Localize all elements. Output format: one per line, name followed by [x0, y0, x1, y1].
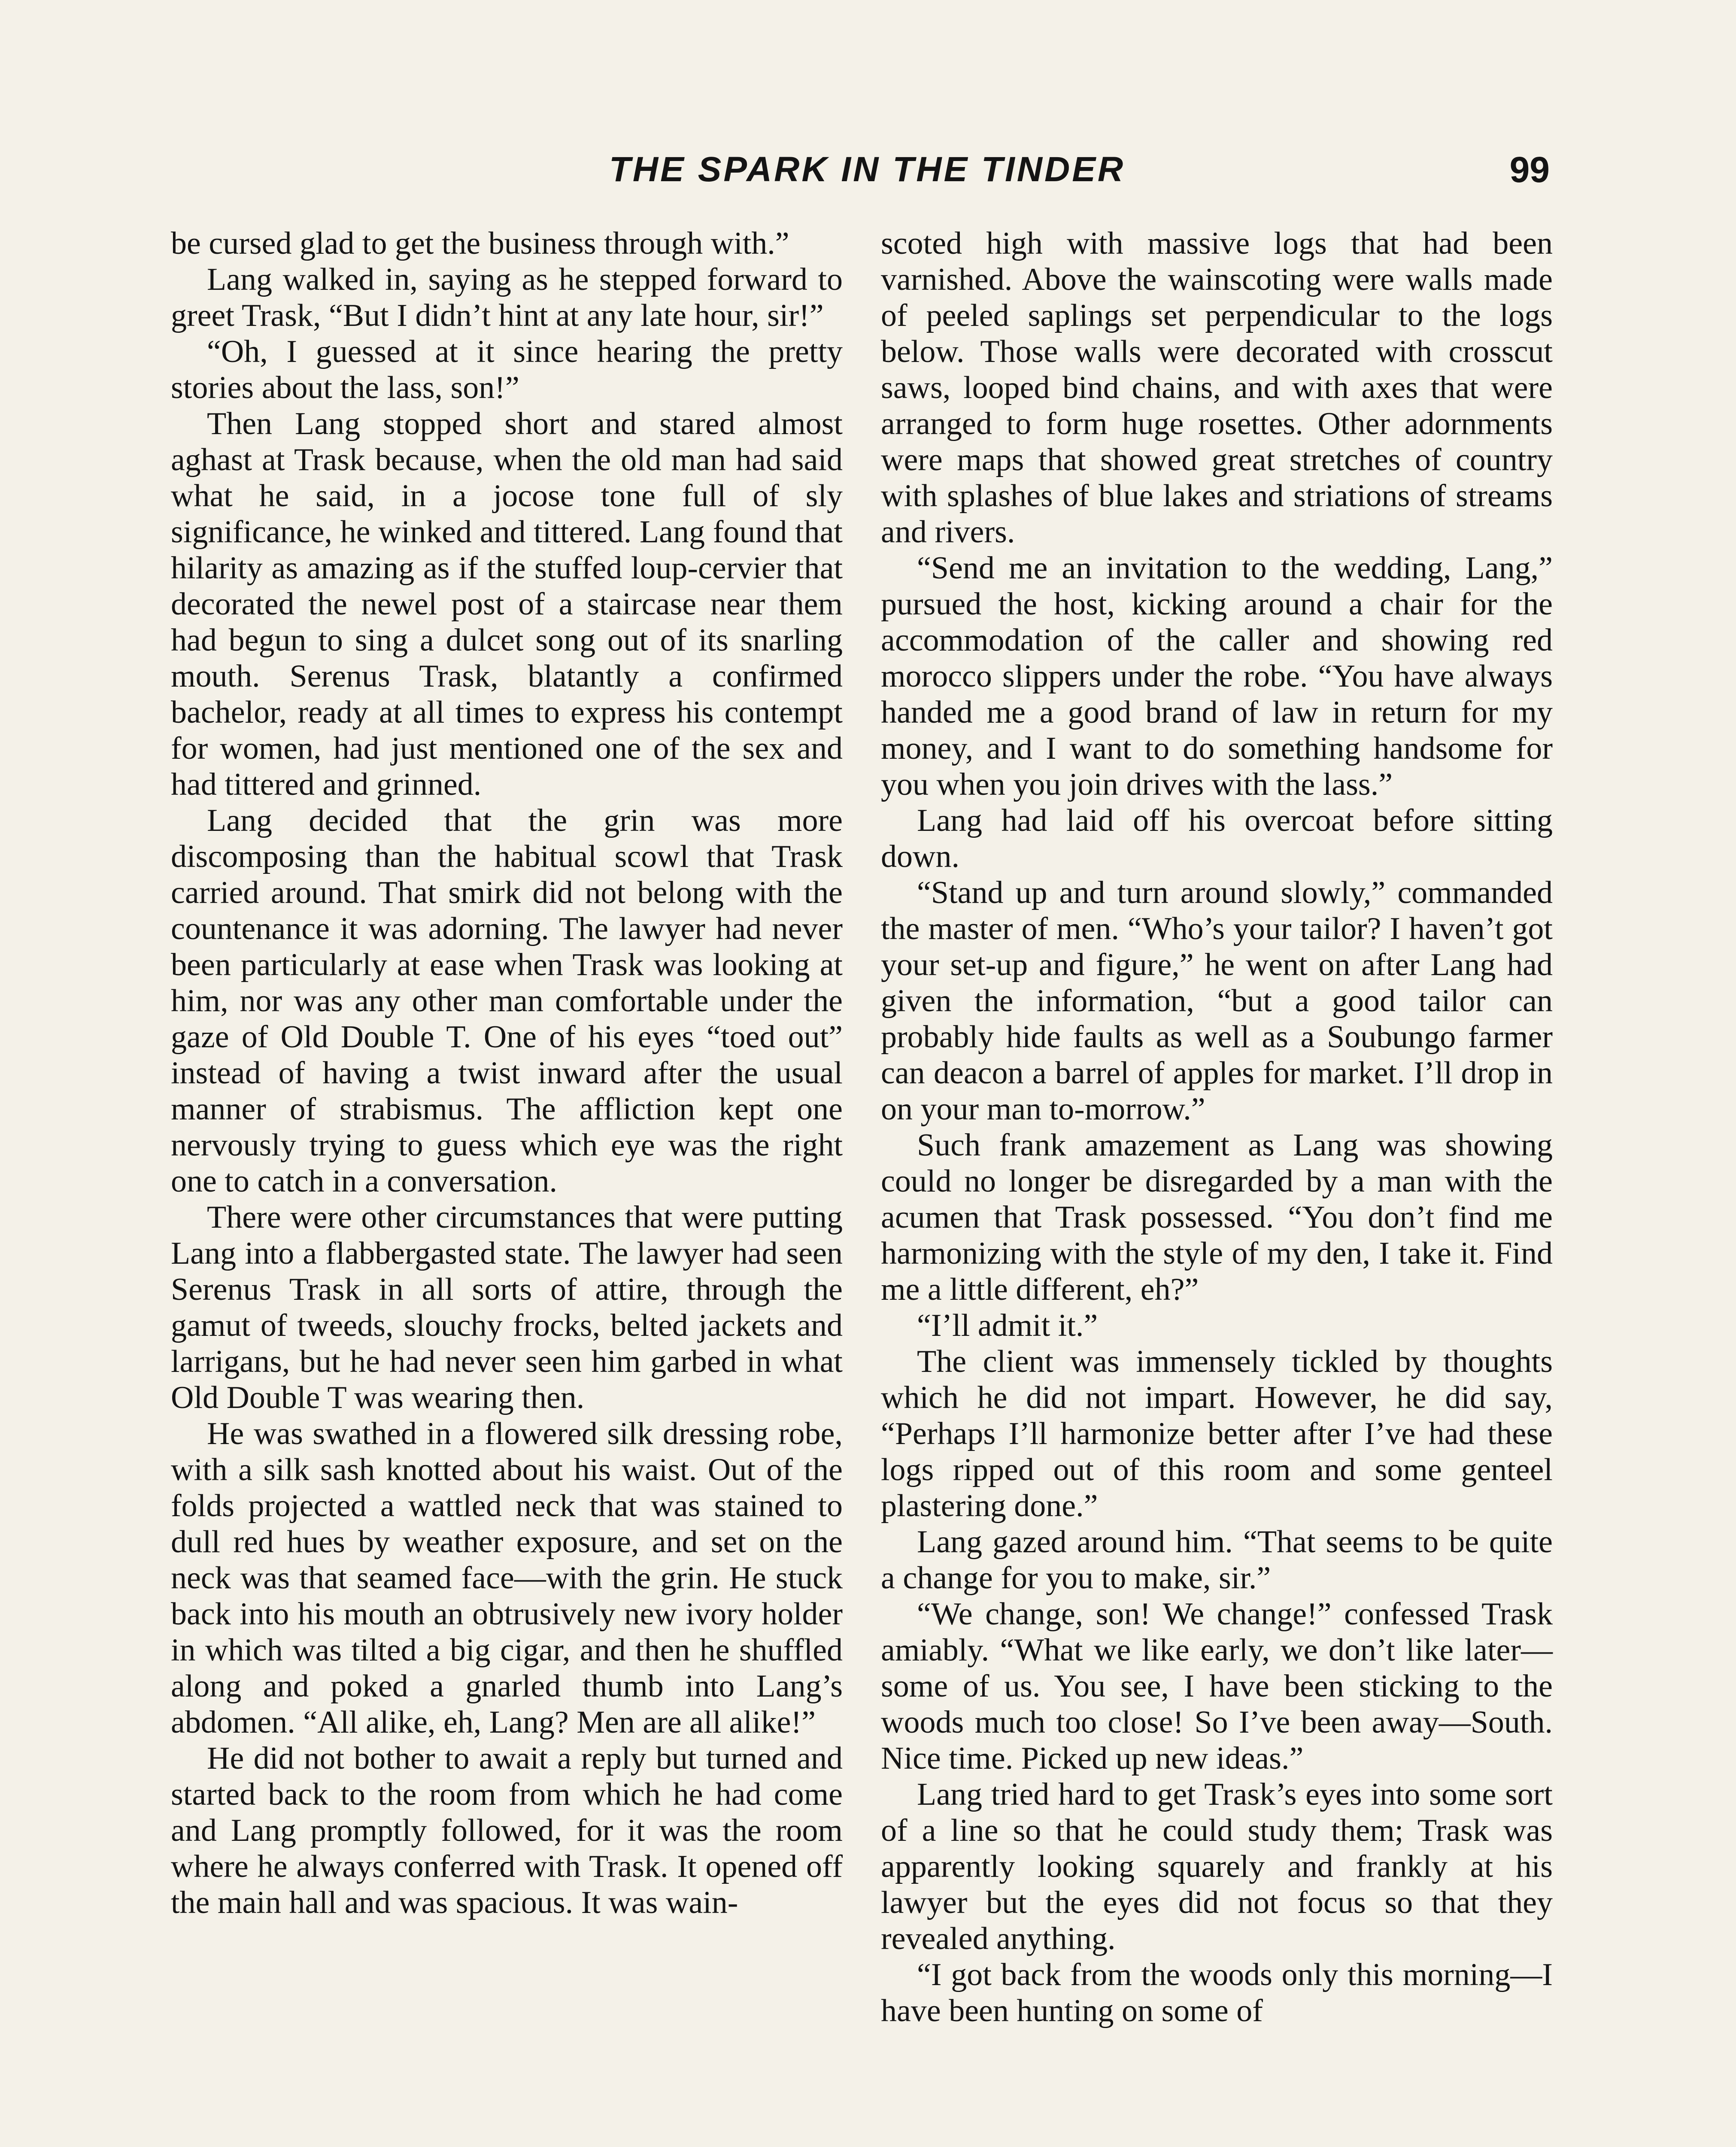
paragraph: The client was immensely tickled by thoughts which he did not impart. However, he did say, “Perhaps I’ll harmonize better after I’ve had these logs ripped out of this room and some genteel plastering done.”	[881, 1344, 1553, 1524]
paragraph: Then Lang stopped short and stared almost aghast at Trask because, when the old man had said what he said, in a jocose tone full of sly significance, he winked and tittered. Lang found that hilarity as amazing as if the stuffed loup-cervier that decorated the newel post of a staircase near them had begun to sing a dulcet song out of its snarling mouth. Serenus Trask, blatantly a confirmed bachelor, ready at all times to express his contempt for women, had just mentioned one of the sex and had tittered and grinned.	[171, 406, 843, 802]
paragraph: Such frank amazement as Lang was showing could no longer be disregarded by a man with the acumen that Trask possessed. “You don’t find me harmonizing with the style of my den, I take it. Find me a little different, eh?”	[881, 1128, 1553, 1307]
paragraph: “Stand up and turn around slowly,” commanded the master of men. “Who’s your tailor? I haven’t got your set-up and figure,” he went on after Lang had given the information, “but a good tailor can probably hide faults as well as a Soubungo farmer can deacon a barrel of apples for market. I’ll drop in on your man to-morrow.”	[881, 875, 1553, 1127]
paragraph: “Send me an invitation to the wedding, Lang,” pursued the host, kicking around a chair for the accommodation of the caller and showing red morocco slippers under the robe. “You have always handed me a good brand of law in return for my money, and I want to do something handsome for you when you join drives with the lass.”	[881, 550, 1553, 802]
paragraph: “Oh, I guessed at it since hearing the pretty stories about the lass, son!”	[171, 334, 843, 405]
paragraph: There were other circumstances that were putting Lang into a flabbergasted state. The lawyer had seen Serenus Trask in all sorts of attire, through the gamut of tweeds, slouchy frocks, belted jackets and larrigans, but he had never seen him garbed in what Old Double T was wearing then.	[171, 1200, 843, 1415]
paragraph: He did not bother to await a reply but turned and started back to the room from which he had come and Lang promptly followed, for it was the room where he always conferred with Trask. It opened off the main hall and was spacious. It was wain-	[171, 1741, 843, 1920]
paragraph: scoted high with massive logs that had been varnished. Above the wainscoting were walls made of peeled saplings set perpendicular to the logs below. Those walls were decorated with crosscut saws, looped bind chains, and with axes that were arranged to form huge rosettes. Other adornments were maps that showed great stretches of country with splashes of blue lakes and striations of streams and rivers.	[881, 226, 1553, 550]
left-column	[171, 225, 843, 1921]
running-title: THE SPARK IN THE TINDER	[609, 150, 1126, 189]
paragraph: “I’ll admit it.”	[917, 1308, 1098, 1343]
paragraph: Lang gazed around him. “That seems to be quite a change for you to make, sir.”	[881, 1524, 1553, 1596]
right-column	[881, 225, 1553, 2029]
paragraph: “We change, son! We change!” confessed Trask amiably. “What we like early, we don’t like later—some of us. You see, I have been sticking to the woods much too close! So I’ve been away—South. Nice time. Picked up new ideas.”	[881, 1597, 1553, 1776]
paragraph: Lang decided that the grin was more discomposing than the habitual scowl that Trask carried around. That smirk did not belong with the countenance it was adorning. The lawyer had never been particularly at ease when Trask was looking at him, nor was any other man comfortable under the gaze of Old Double T. One of his eyes “toed out” instead of having a twist inward after the usual manner of strabismus. The affliction kept one nervously trying to guess which eye was the right one to catch in a conversation.	[171, 803, 843, 1199]
paragraph: He was swathed in a flowered silk dressing robe, with a silk sash knotted about his waist. Out of the folds projected a wattled neck that was stained to dull red hues by weather exposure, and set on the neck was that seamed face—with the grin. He stuck back into his mouth an obtrusively new ivory holder in which was tilted a big cigar, and then he shuffled along and poked a gnarled thumb into Lang’s abdomen. “All alike, eh, Lang? Men are all alike!”	[171, 1416, 843, 1740]
paragraph: be cursed glad to get the business through with.”	[171, 226, 789, 261]
running-head	[172, 148, 1563, 208]
paragraph: “I got back from the woods only this morning—I have been hunting on some of	[881, 1957, 1553, 2028]
page-number: 99	[1509, 149, 1550, 190]
paragraph: Lang walked in, saying as he stepped forward to greet Trask, “But I didn’t hint at any late hour, sir!”	[171, 262, 843, 333]
paragraph: Lang had laid off his overcoat before sitting down.	[881, 803, 1553, 874]
paragraph: Lang tried hard to get Trask’s eyes into some sort of a line so that he could study them; Trask was apparently looking squarely and frankly at his lawyer but the eyes did not focus so that they revealed anything.	[881, 1777, 1553, 1956]
